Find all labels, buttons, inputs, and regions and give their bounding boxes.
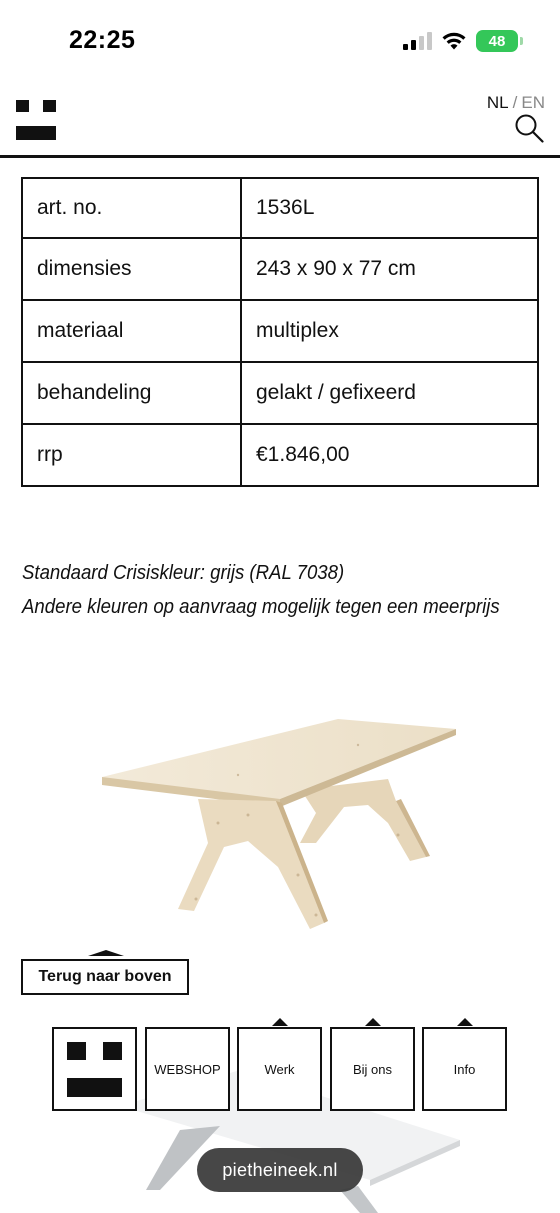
caret-up-icon <box>272 1018 288 1026</box>
product-image <box>98 715 460 937</box>
spec-table <box>21 177 539 487</box>
table-row <box>21 363 539 425</box>
footer-bij-ons-button[interactable] <box>330 1027 415 1111</box>
status-bar <box>0 0 560 80</box>
lang-nl-link[interactable]: NL <box>486 93 509 112</box>
lang-en-link[interactable]: EN <box>521 93 545 112</box>
footer-nav-label: Werk <box>264 1061 295 1077</box>
face-logo-icon <box>67 1042 122 1097</box>
table-row <box>21 177 539 239</box>
footer-nav-label: WEBSHOP <box>154 1061 221 1077</box>
caret-up-icon <box>457 1018 473 1026</box>
face-logo-icon[interactable] <box>16 100 56 140</box>
color-notes <box>22 556 500 624</box>
footer-nav-label: Info <box>453 1061 476 1077</box>
language-switcher <box>487 93 545 113</box>
caret-up-icon <box>365 1018 381 1026</box>
site-header <box>0 80 560 158</box>
signal-icon <box>403 32 432 50</box>
spec-key: art. no. <box>21 177 242 239</box>
status-icons <box>403 30 518 52</box>
spec-key: rrp <box>21 425 242 487</box>
color-note-line: Standaard Crisiskleur: grijs (RAL 7038) <box>22 562 345 584</box>
battery-icon <box>476 30 518 52</box>
lang-separator: / <box>512 93 518 112</box>
search-icon[interactable] <box>514 113 544 143</box>
url-address-bar[interactable]: pietheineek.nl <box>197 1148 363 1192</box>
footer-webshop-button[interactable] <box>145 1027 230 1111</box>
footer-werk-button[interactable] <box>237 1027 322 1111</box>
status-time: 22:25 <box>69 26 136 54</box>
battery-level: 48 <box>488 32 506 50</box>
spec-value: 1536L <box>242 177 539 239</box>
spec-key: behandeling <box>21 363 242 425</box>
spec-key: materiaal <box>21 301 242 363</box>
spec-value: 243 x 90 x 77 cm <box>242 239 539 301</box>
spec-value: multiplex <box>242 301 539 363</box>
color-note-line: Andere kleuren op aanvraag mogelijk tegen een meerprijs <box>22 596 500 618</box>
table-row <box>21 239 539 301</box>
wifi-icon <box>441 31 467 51</box>
back-to-top-arrow-icon <box>88 950 124 956</box>
back-to-top-button[interactable]: Terug naar boven <box>21 959 189 995</box>
table-row <box>21 425 539 487</box>
spec-key: dimensies <box>21 239 242 301</box>
table-row <box>21 301 539 363</box>
footer-nav-label: Bij ons <box>352 1061 393 1077</box>
spec-value: €1.846,00 <box>242 425 539 487</box>
footer-info-button[interactable] <box>422 1027 507 1111</box>
footer-home-button[interactable] <box>52 1027 137 1111</box>
spec-value: gelakt / gefixeerd <box>242 363 539 425</box>
